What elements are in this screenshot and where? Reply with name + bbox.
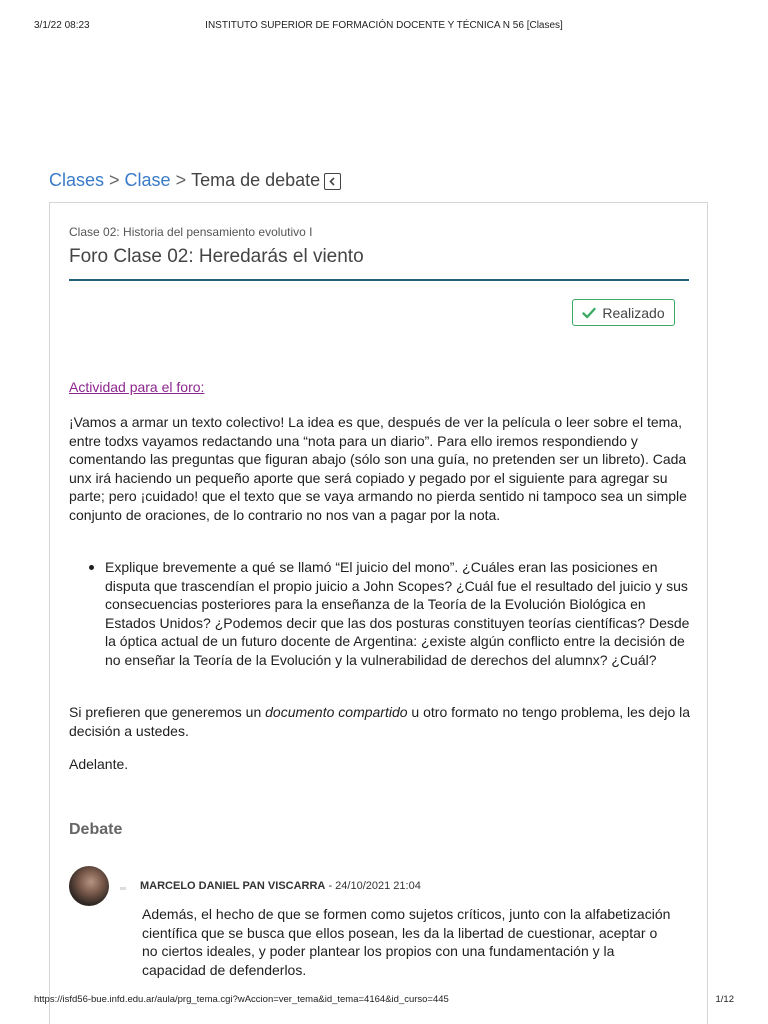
question-list [69,558,694,669]
forum-title: Foro Clase 02: Heredarás el viento [69,246,364,267]
post-body: Además, el hecho de que se formen como sujetos críticos, junto con la alfabetización científica que se busca que ellos posean, les da la libertad de cuestionar, aceptar o no ciertos ideales, y poder plantear los propios con una fundamentación y la capacidad de defenderlos. [142,906,671,978]
print-url: https://isfd56-bue.infd.edu.ar/aula/prg_tema.cgi?wAccion=ver_tema&id_tema=4164&id_curso=445 [34,994,449,1005]
print-date: 3/1/22 08:23 [34,20,90,31]
avatar[interactable] [69,866,109,906]
post-meta [140,880,421,892]
chevron-left-square-icon[interactable] [324,173,341,190]
post-author: MARCELO DANIEL PAN VISCARRA [140,880,326,892]
question-item: Explique brevemente a qué se llamó “El juicio del mono”. ¿Cuáles eran las posiciones en disputa que trascendían el propio juicio a John Scopes? ¿Cuál fue el resultado del juicio y sus consecuencias posteriores para la enseñanza de la Teoría de la Evolución Biológica en Estados Unidos? ¿Podemos decir que las dos posturas constituyen teorías científicas? Desde la óptica actual de un futuro docente de Argentina: ¿existe algún conflicto entre la decisión de no enseñar la Teoría de la Evolución y la vulnerabilidad de derechos del alumnx? ¿Cuál? [105,558,694,669]
breadcrumb [49,170,341,191]
breadcrumb-current: Tema de debate [191,170,321,190]
title-divider [69,279,689,281]
print-page-count: 1/12 [715,994,734,1005]
print-title: INSTITUTO SUPERIOR DE FORMACIÓN DOCENTE Y TÉCNICA N 56 [Clases] [205,20,563,31]
class-subject: Clase 02: Historia del pensamiento evolutivo I [69,225,313,239]
intro-paragraph: ¡Vamos a armar un texto colectivo! La idea es que, después de ver la película o leer sobre el tema, entre todxs vayamos redactando una “nota para un diario”. Para ello iremos respondiendo y comentando las preguntas que figuran abajo (sólo son una guía, no pretenden ser un libreto). Cada unx irá haciendo un pequeño aporte que será copiado y pegado por el siguiente para agregar su parte; pero ¡cuidado! que el texto que se vaya armando no pierda sentido ni tampoco sea un simple conjunto de oraciones, de lo contrario no nos van a pagar por la nota. [69,414,687,523]
print-header [34,20,734,34]
breadcrumb-separator: > [109,170,120,190]
activity-link[interactable]: Actividad para el foro: [69,379,205,395]
post-timestamp: 24/10/2021 21:04 [335,880,421,892]
closing-paragraph: Adelante. [69,756,129,772]
format-emphasis: documento compartido [265,704,408,720]
post-separator: - [325,880,336,892]
format-text-end: u otro formato no tengo problema, les dejo la decisión a ustedes. [69,704,691,739]
breadcrumb-clase-link[interactable]: Clase [124,170,171,190]
done-label: Realizado [602,304,665,321]
format-paragraph [69,703,694,740]
breadcrumb-clases-link[interactable]: Clases [49,170,105,190]
print-footer [34,994,734,1008]
check-icon [582,307,596,319]
format-text-start: Si prefieren que generemos un [69,704,266,720]
debate-heading: Debate [69,821,123,838]
forum-card [49,202,708,1024]
breadcrumb-separator: > [175,170,187,190]
done-button[interactable] [572,299,675,326]
avatar-pointer [120,887,126,890]
